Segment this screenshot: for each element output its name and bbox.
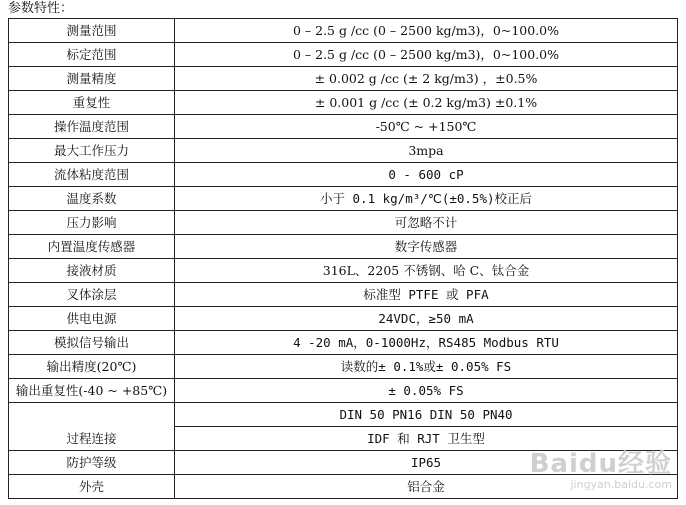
row-label: 接液材质: [9, 259, 175, 283]
row-label: 温度系数: [9, 187, 175, 211]
table-row: [9, 403, 678, 427]
row-label: 标定范围: [9, 43, 175, 67]
row-label: 内置温度传感器: [9, 235, 175, 259]
watermark-sub: jingyan.baidu.com: [570, 478, 672, 491]
row-value: 数字传感器: [175, 235, 678, 259]
row-label: 供电电源: [9, 307, 175, 331]
table-row: [9, 331, 678, 355]
row-label: 测量精度: [9, 67, 175, 91]
row-value: 可忽略不计: [175, 211, 678, 235]
row-label: 外壳: [9, 475, 175, 499]
row-value: 铝合金: [175, 475, 678, 499]
row-value: ± 0.05% FS: [175, 379, 678, 403]
section-heading: 参数特性：: [8, 1, 74, 16]
table-row: [9, 19, 678, 43]
row-value: 4 -20 mA，0-1000Hz，RS485 Modbus RTU: [175, 331, 678, 355]
row-value: 标准型 PTFE 或 PFA: [175, 283, 678, 307]
table-row: [9, 67, 678, 91]
table-row: [9, 235, 678, 259]
row-value: ± 0.002 g /cc (± 2 kg/m3) ，±0.5%: [175, 67, 678, 91]
row-value: 24VDC，≥50 mA: [175, 307, 678, 331]
row-label: 压力影响: [9, 211, 175, 235]
spec-table-body: [9, 19, 678, 499]
table-row: [9, 307, 678, 331]
row-label: 输出精度(20℃): [9, 355, 175, 379]
row-label: 输出重复性(-40 ~ +85℃): [9, 379, 175, 403]
row-label: 模拟信号输出: [9, 331, 175, 355]
row-label: 叉体涂层: [9, 283, 175, 307]
table-row: [9, 259, 678, 283]
row-value: IDF 和 RJT 卫生型: [175, 427, 678, 451]
table-row: [9, 163, 678, 187]
row-value: 0 – 2.5 g /cc (0 – 2500 kg/m3)，0~100.0%: [175, 43, 678, 67]
row-label: 操作温度范围: [9, 115, 175, 139]
table-row: [9, 187, 678, 211]
row-value: 0 - 600 cP: [175, 163, 678, 187]
row-value: 读数的± 0.1%或± 0.05% FS: [175, 355, 678, 379]
row-label: 防护等级: [9, 451, 175, 475]
table-row: [9, 211, 678, 235]
row-value: DIN 50 PN16 DIN 50 PN40: [175, 403, 678, 427]
table-row: [9, 91, 678, 115]
baidu-watermark: [530, 443, 672, 491]
row-value: IP65: [175, 451, 678, 475]
table-row: [9, 355, 678, 379]
watermark-main: Baidu经验: [529, 449, 672, 479]
row-label: 过程连接: [9, 403, 175, 451]
row-label: 最大工作压力: [9, 139, 175, 163]
spec-table: [8, 18, 678, 499]
table-row: [9, 379, 678, 403]
row-value: 0 – 2.5 g /cc (0 – 2500 kg/m3)，0~100.0%: [175, 19, 678, 43]
table-row: [9, 139, 678, 163]
row-value: 3mpa: [175, 139, 678, 163]
table-row: [9, 283, 678, 307]
table-row: [9, 115, 678, 139]
row-value: -50℃ ~ +150℃: [175, 115, 678, 139]
row-label: 重复性: [9, 91, 175, 115]
row-value: 316L、2205 不锈钢、哈 C、钛合金: [175, 259, 678, 283]
row-value: 小于 0.1 kg/m³/℃(±0.5%)校正后: [175, 187, 678, 211]
row-value: ± 0.001 g /cc (± 0.2 kg/m3) ±0.1%: [175, 91, 678, 115]
table-row: [9, 43, 678, 67]
row-label: 测量范围: [9, 19, 175, 43]
row-label: 流体粘度范围: [9, 163, 175, 187]
